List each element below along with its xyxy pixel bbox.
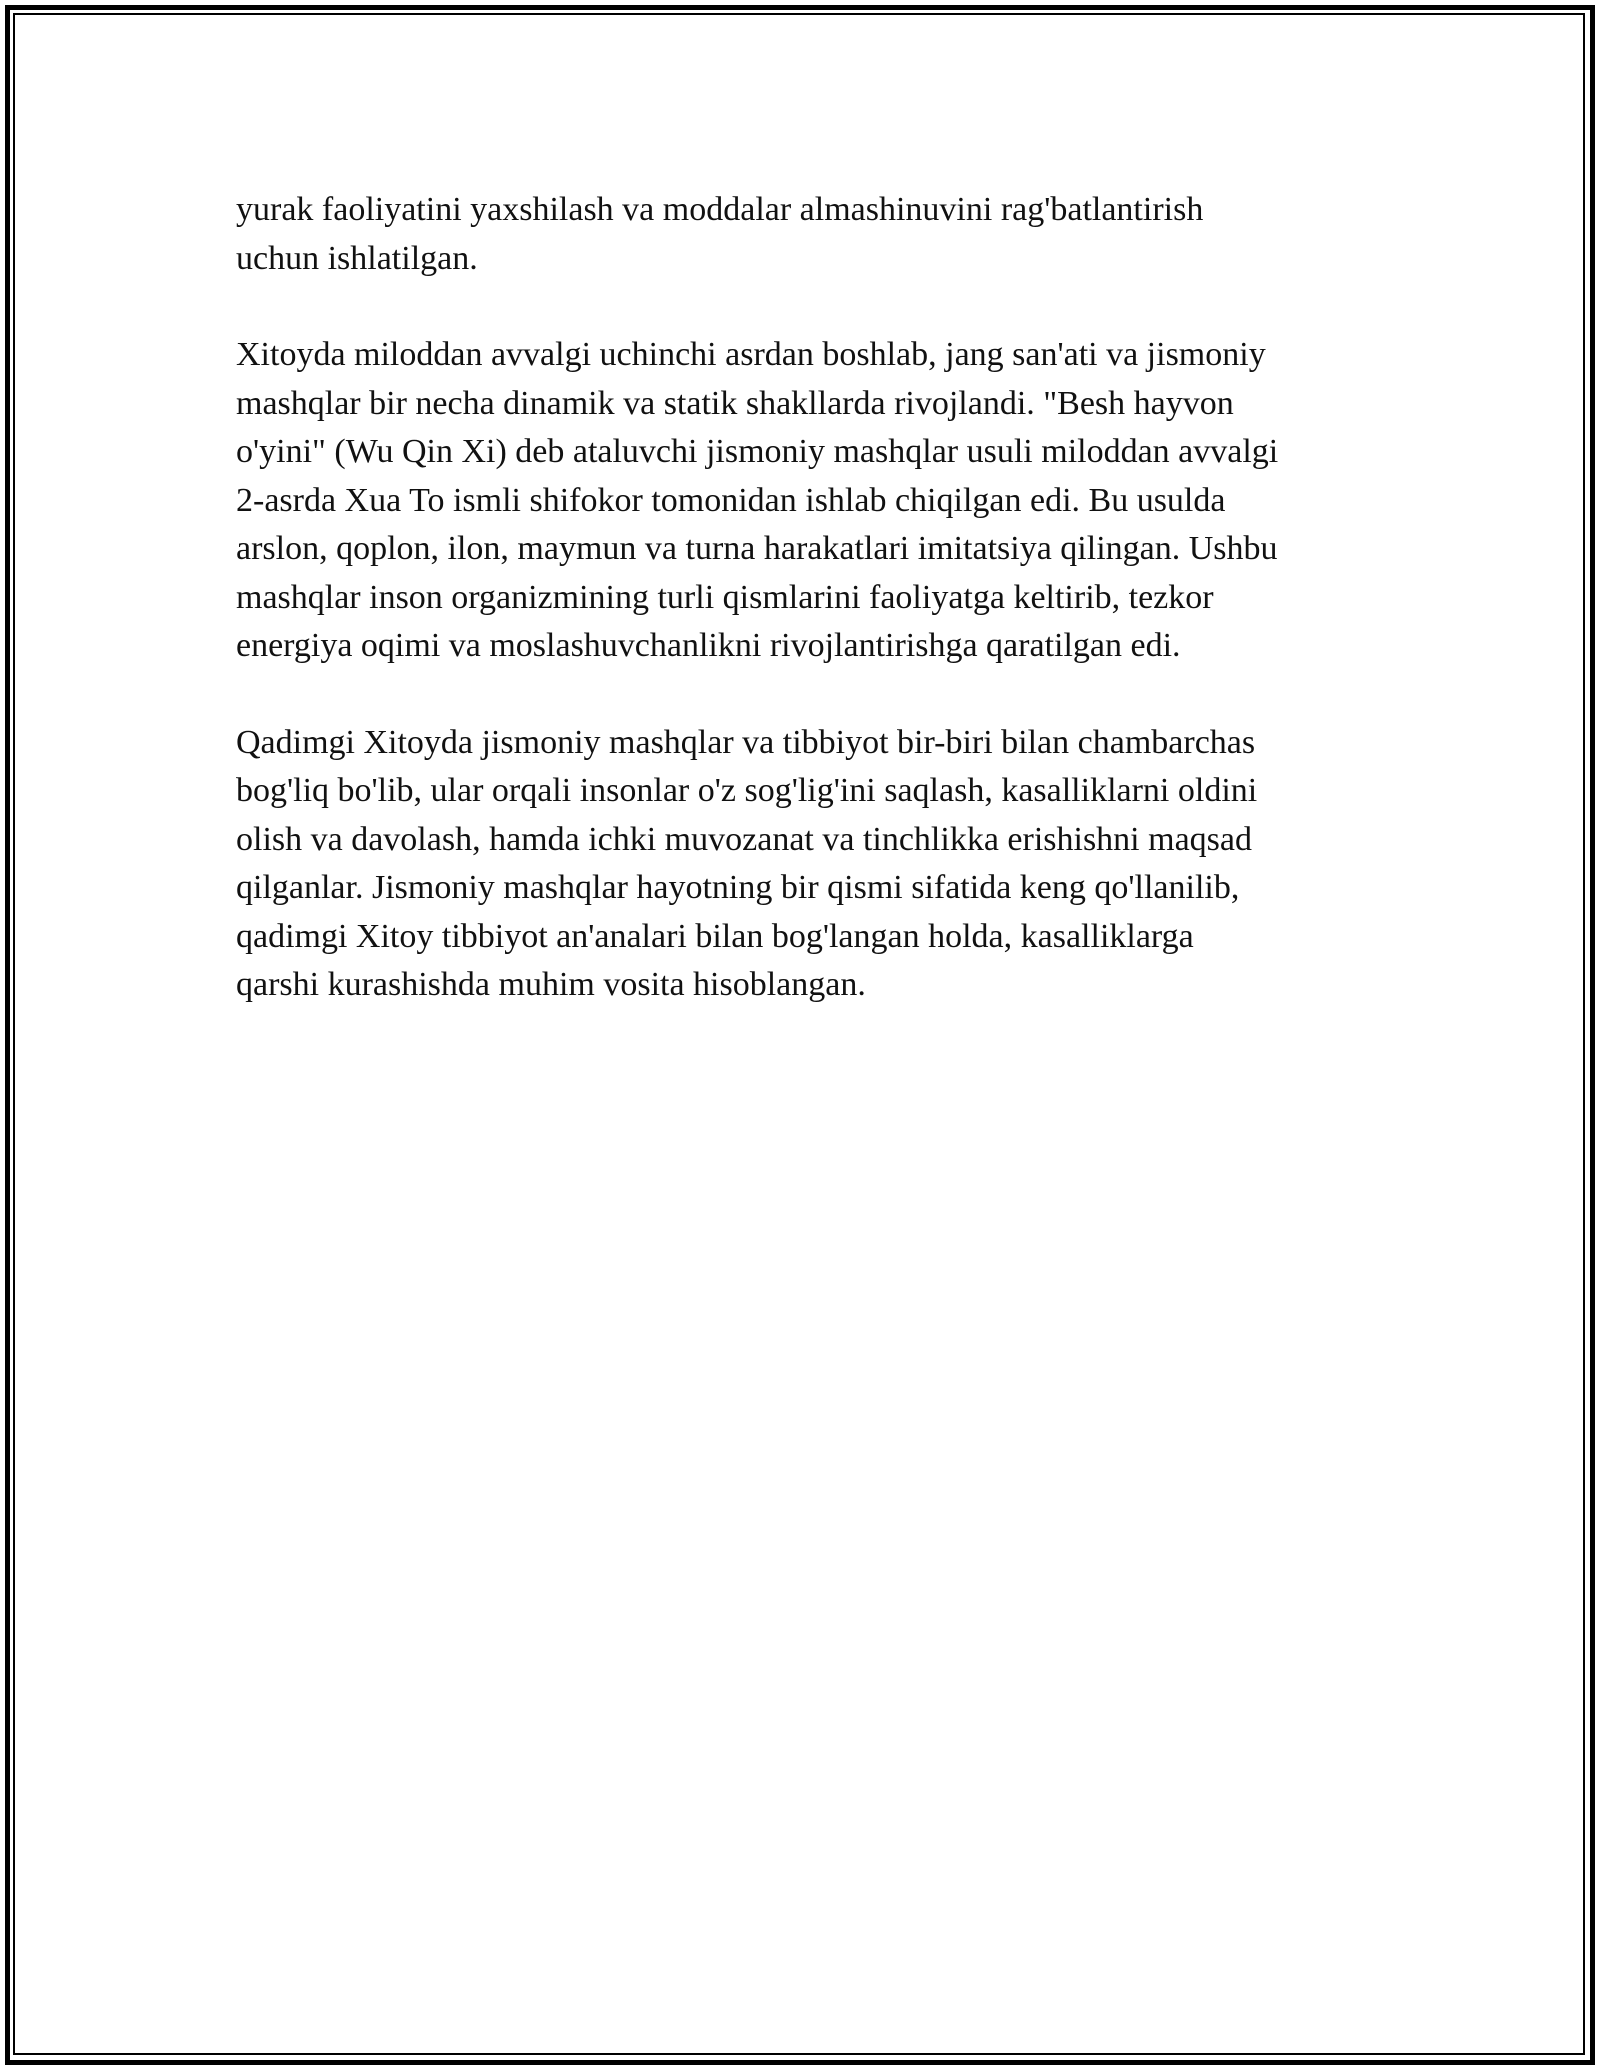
paragraph-1: yurak faoliyatini yaxshilash va moddalar almashinuvini rag'batlantirish uchun ishlatilgan. (236, 191, 1204, 277)
paragraph-3: Qadimgi Xitoyda jismoniy mashqlar va tibbiyot bir-biri bilan chambarchas bog'liq bo'lib, ular orqali insonlar o'z sog'lig'ini saqlash, kasalliklarni oldini olish va davolash, hamda ichki muvozanat va tinchlikka erishishni maqsad qilganlar. Jismoniy mashqlar hayotning bir qismi sifatida keng qo'llanilib, qadimgi Xitoy tibbiyot an'analari bilan bog'langan holda, kasalliklarga qarshi kurashishda muhim vosita hisoblangan. (236, 723, 1258, 1003)
document-body (236, 186, 1366, 1058)
paragraph-2: Xitoyda miloddan avvalgi uchinchi asrdan boshlab, jang san'ati va jismoniy mashqlar bir necha dinamik va statik shakllarda rivojlandi. "Besh hayvon o'yini" (Wu Qin Xi) deb ataluvchi jismoniy mashqlar usuli miloddan avvalgi 2-asrda Xua To ismli shifokor tomonidan ishlab chiqilgan edi. Bu usulda arslon, qoplon, ilon, maymun va turna harakatlari imitatsiya qilingan. Ushbu mashqlar inson organizmining turli qismlarini faoliyatga keltirib, tezkor energiya oqimi va moslashuvchanlikni rivojlantirishga qaratilgan edi. (236, 336, 1279, 664)
